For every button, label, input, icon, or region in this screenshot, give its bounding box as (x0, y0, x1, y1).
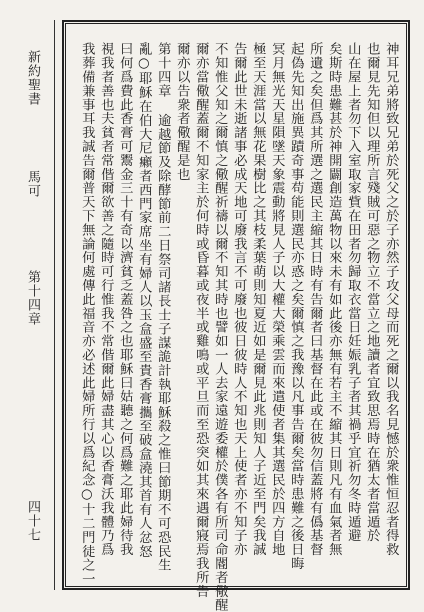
text-column: 也爾見先知但以理所言殘賊可惡之物立不當立之地讀者宜致思焉時在猶太者當遁於 (364, 42, 380, 543)
text-column: 不知惟父知之爾慎之儆醒祈禱以爾不知其時也譬如一人去家遠遊委權於僕各有所司命閽者儆醒 (212, 42, 228, 612)
book-name: 馬可 (25, 170, 40, 198)
book-title: 新約聖書 (25, 50, 40, 106)
text-column: 第十四章 逾越節及除酵節前二日祭司諸長士子謀詭計執耶穌殺之惟曰節期不可恐民生 (155, 42, 171, 572)
text-column: 起偽先知出施異蹟奇事苟能則選民亦惑之矣爾慎之我豫以凡事告爾矣當時患難之後日晦 (288, 42, 304, 571)
margin-column (12, 20, 54, 590)
text-column: 爾亦以告衆者儆醒是也 (174, 42, 190, 181)
margin-divider (54, 20, 55, 590)
text-column: 告爾此世未逝諸事必成天地可廢我言不可廢也彼日彼時人不知也天上使者亦不知子亦 (231, 42, 247, 557)
text-column: 爾亦當儆醒蓋爾不知家主於何時或昏暮或夜半或雞鳴或平旦而至恐突如其來遇爾寢焉我所告 (193, 42, 209, 598)
text-column: 曰何爲費此香膏可鬻金三十有奇以濟貧乏蓋咎之也耶穌曰姑聽之何爲難之耶此婦待我 (117, 42, 133, 557)
text-column: 我葬備兼事耳我誠告爾普天下無論何處傳此福音亦必述此婦所行以爲紀念○十二門徒之一 (79, 42, 95, 586)
text-column: 視我者善也夫貧者常偕爾欲善之隨時可行惟我不常偕爾此婦盡其心以香膏沃我體乃爲 (98, 42, 114, 557)
text-column: 神耳兄弟將致兄弟於死父之於子亦然子攻父母而死之爾以我名見憾於衆惟恒忍者得救 (383, 42, 399, 557)
text-column: 所遺之矣但爲其所選之選民主縮其日時有告爾者曰基督在此或在彼勿信蓋將有僞基督 (307, 42, 323, 557)
text-column: 亂○耶穌在伯大尼癩者西門家席坐有婦人以玉盒盛至貴香膏攜至破盒澆其首有人忿怒 (136, 42, 152, 558)
page-number: 四十七 (25, 500, 40, 542)
chapter-label: 第十四章 (25, 270, 40, 326)
text-column: 極至天涯當以無花果樹比之其枝柔葉萌則知夏近如是爾見此兆則知人子近至門矣我誠 (250, 42, 266, 557)
text-column: 冥月無光天星隕墜天象震動將見人子以大權大榮乘雲而來遣使者集其選民於四方自地 (269, 42, 285, 557)
text-column: 山在屋上者勿下入室取家貲在田者勿歸取衣當日妊娠乳子者其禍乎宜祈勿冬時遁避 (345, 42, 361, 543)
text-column: 矣斯時患難甚於神開闢創造萬物以來未有如此後亦無有若主不縮其日則凡有血氣者無 (326, 42, 342, 557)
